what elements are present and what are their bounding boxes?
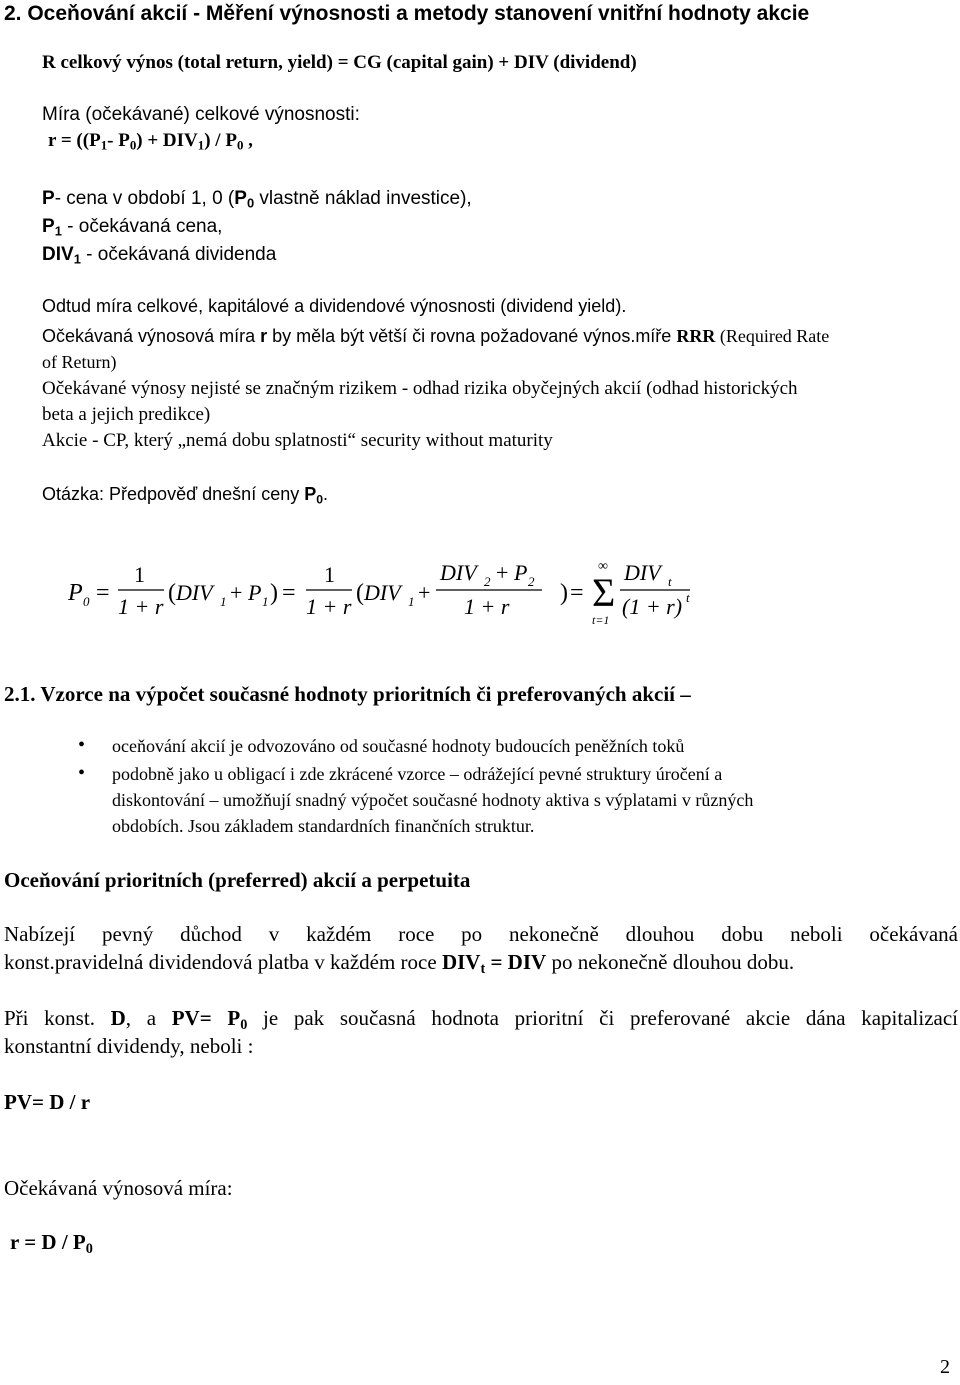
yield-sentence: Odtud míra celkové, kapitálové a dividendové výnosnosti (dividend yield). bbox=[42, 296, 627, 316]
rate-d-over-p0: $r = D / P_0$ bbox=[10, 1230, 93, 1257]
formula-plus-1: + bbox=[230, 580, 243, 605]
formula-p0: P bbox=[68, 580, 83, 606]
page-number: 2 bbox=[940, 1356, 950, 1378]
beta-line: beta a jejich predikce) bbox=[42, 404, 211, 425]
bullet-icon: • bbox=[78, 762, 86, 784]
page-heading: 2. Oceňování akcií - Měření výnosnosti a metody stanovení vnitřní hodnoty akcie bbox=[4, 2, 810, 25]
preferred-section-title: Oceňování prioritních (preferred) akcií a perpetuita bbox=[4, 868, 471, 892]
definition-expected-price: $P_1$ - očekávaná cena, bbox=[42, 216, 223, 239]
formula-p2: P bbox=[514, 560, 528, 585]
formula-eq-2: = bbox=[282, 580, 296, 606]
constant-dividend-line-1: Při konst. D, a $PV= P_0$ je pak současná hodnota prioritní či preferované akcie dána kapitalizací bbox=[4, 1006, 958, 1033]
formula-div2: DIV bbox=[440, 560, 477, 585]
expected-rate-sentence: Očekávaná výnosová míra r by měla být větší či rovna požadované výnos.míře RRR (Required Rate bbox=[42, 326, 830, 346]
formula-den-2: 1 + r bbox=[306, 594, 352, 619]
formula-p1: P bbox=[248, 580, 262, 605]
formula-p1-sub: 1 bbox=[262, 594, 269, 609]
svg-text:(: ( bbox=[356, 580, 364, 606]
formula-div2-sub: 2 bbox=[484, 574, 491, 589]
formula-one-2: 1 bbox=[324, 562, 335, 587]
expected-rate-label: Očekávaná výnosová míra: bbox=[4, 1176, 233, 1200]
pv-formula: PV= D / r bbox=[4, 1090, 91, 1114]
formula-p2-sub: 2 bbox=[528, 574, 535, 589]
definition-price: P- cena v období 1, 0 ($P_0$ vlastně náklad investice), bbox=[42, 188, 472, 211]
formula-den-3: 1 + r bbox=[464, 594, 510, 619]
formula-divt-sub: t bbox=[668, 574, 672, 589]
formula-one-1: 1 bbox=[134, 562, 145, 587]
formula-t1: t=1 bbox=[592, 613, 610, 627]
formula-plus-3: + bbox=[496, 560, 509, 585]
svg-text:): ) bbox=[270, 580, 278, 606]
preferred-para-line-2: konst.pravidelná dividendová platba v každém roce $DIV_t$ = DIV po nekonečně dlouhou dobu. bbox=[4, 950, 795, 977]
bullet-1-text: oceňování akcií je odvozováno od současné hodnoty budoucích peněžních toků bbox=[112, 736, 685, 756]
risk-sentence: Očekávané výnosy nejisté se značným rizikem - odhad rizika obyčejných akcií (odhad historických bbox=[42, 378, 798, 399]
formula-div1: DIV bbox=[176, 580, 213, 605]
constant-dividend-line-2: konstantní dividendy, neboli : bbox=[4, 1034, 254, 1058]
formula-p0-sub: 0 bbox=[83, 594, 90, 609]
formula-inf: ∞ bbox=[598, 559, 608, 574]
svg-text:): ) bbox=[560, 580, 568, 606]
formula-div1b: DIV bbox=[364, 580, 401, 605]
formula-den-exp: t bbox=[686, 590, 690, 605]
bullet-2-line-3: obdobích. Jsou základem standardních finančních struktur. bbox=[112, 816, 535, 836]
question-line: Otázka: Předpověď dnešní ceny $P_0$. bbox=[42, 484, 329, 507]
total-return-definition: R celkový výnos (total return, yield) = CG (capital gain) + DIV (dividend) bbox=[42, 52, 637, 73]
bullet-2-line-1: podobně jako u obligací i zde zkrácené vzorce – odrážející pevné struktury úročení a bbox=[112, 764, 723, 784]
formula-eq-1: = bbox=[96, 580, 110, 606]
definition-expected-dividend: $DIV_1$ - očekávaná dividenda bbox=[42, 244, 277, 267]
preferred-para-line-1: Nabízejí pevný důchod v každém roce po nekonečně dlouhou dobu neboli očekávaná bbox=[4, 922, 958, 946]
svg-text:(: ( bbox=[168, 580, 176, 606]
of-return-line: of Return) bbox=[42, 352, 117, 372]
stock-maturity-line: Akcie - CP, který „nemá dobu splatnosti“ security without maturity bbox=[42, 430, 553, 451]
dividend-discount-formula bbox=[68, 558, 708, 630]
formula-divt: DIV bbox=[624, 560, 661, 585]
rate-formula: $r = ((P_1-$ $P_0) + DIV_1) / P_0$ , bbox=[48, 130, 253, 153]
formula-den-1: 1 + r bbox=[118, 594, 164, 619]
formula-div1-sub: 1 bbox=[220, 594, 227, 609]
bullet-icon: • bbox=[78, 734, 86, 756]
formula-div1b-sub: 1 bbox=[408, 594, 415, 609]
rate-label: Míra (očekávané) celkové výnosnosti: bbox=[42, 104, 360, 125]
formula-den-4: (1 + r) bbox=[622, 594, 683, 619]
svg-text:Σ: Σ bbox=[592, 570, 616, 615]
formula-eq-3: = bbox=[570, 580, 584, 606]
formula-plus-2: + bbox=[418, 580, 431, 605]
section-2-1-title: 2.1. Vzorce na výpočet současné hodnoty prioritních či preferovaných akcií – bbox=[4, 682, 691, 706]
bullet-2-line-2: diskontování – umožňují snadný výpočet současné hodnoty aktiva s výplatami v různých bbox=[112, 790, 754, 810]
